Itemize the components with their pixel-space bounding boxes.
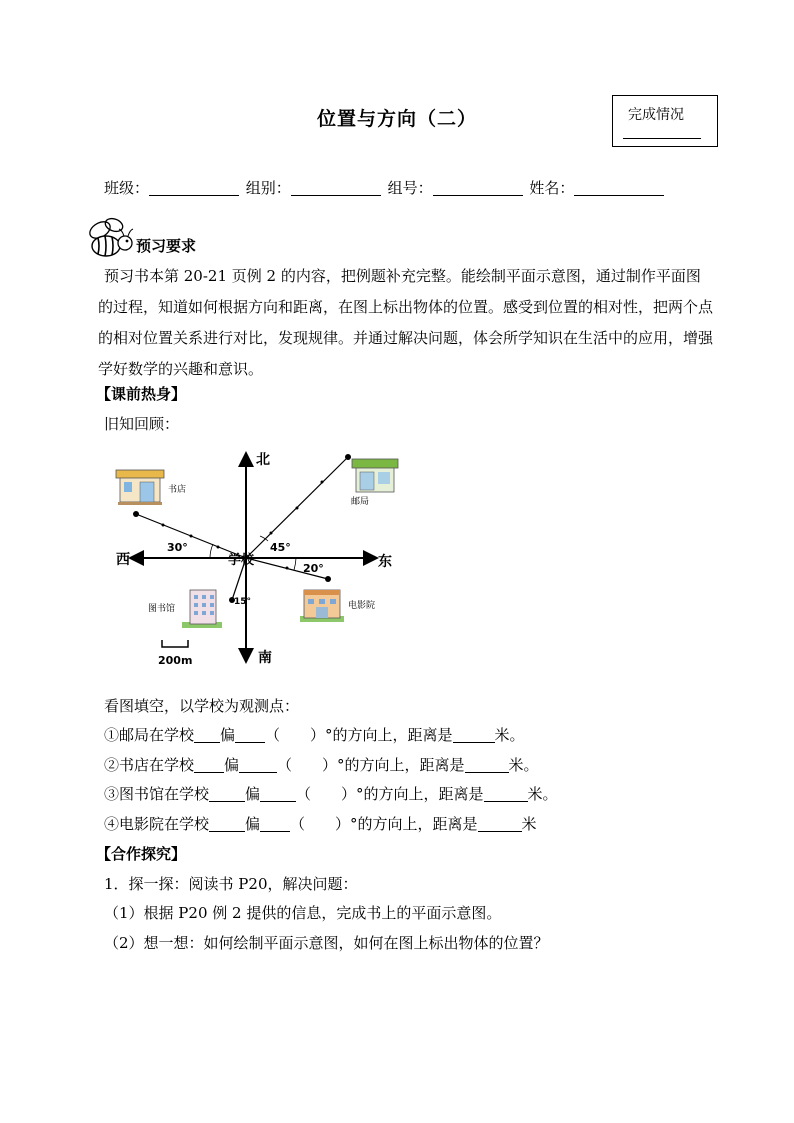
q4-blank-2[interactable] bbox=[260, 817, 290, 832]
q3-blank-3[interactable] bbox=[484, 787, 528, 802]
q1-blank-3[interactable] bbox=[453, 728, 495, 743]
q3-blank-2[interactable] bbox=[260, 787, 296, 802]
coop-heading: 【合作探究】 bbox=[96, 845, 187, 863]
completion-status-box bbox=[612, 95, 718, 147]
cinema-label: 电影院 bbox=[348, 601, 376, 611]
preview-line-1: 预习书本第 20-21 页例 2 的内容，把例题补充完整。能绘制平面示意图，通过制作平面图 bbox=[104, 267, 701, 285]
review-label: 旧知回顾： bbox=[104, 415, 180, 433]
completion-status-label: 完成情况 bbox=[628, 107, 684, 123]
direction-diagram bbox=[100, 440, 410, 675]
q2-blank-2[interactable] bbox=[239, 758, 277, 773]
q4-blank-1[interactable] bbox=[209, 817, 245, 832]
group-no-label: 组号： bbox=[387, 179, 433, 197]
bookstore-label: 书店 bbox=[168, 485, 187, 495]
preview-line-2: 的过程，知道如何根据方向和距离，在图上标出物体的位置。感受到位置的相对性，把两个点 bbox=[98, 298, 714, 316]
preview-line-4: 学好数学的兴趣和意识。 bbox=[98, 360, 264, 378]
bookstore-icon bbox=[116, 470, 164, 505]
preview-line-3: 的相对位置关系进行对比，发现规律。并通过解决问题，体会所学知识在生活中的应用，增强 bbox=[98, 329, 714, 347]
bookstore-dot bbox=[133, 511, 139, 517]
library-icon bbox=[182, 590, 222, 628]
q1-blank-2[interactable] bbox=[235, 728, 265, 743]
post-office-dot bbox=[345, 454, 351, 460]
page-title: 位置与方向（二） bbox=[316, 108, 477, 130]
question-3: ③图书馆在学校 偏 （ ）°的方向上，距离是 米。 bbox=[104, 785, 558, 803]
south-label: 南 bbox=[258, 650, 272, 666]
q3-blank-1[interactable] bbox=[209, 787, 245, 802]
cinema-dot bbox=[325, 576, 331, 582]
class-blank[interactable] bbox=[149, 181, 239, 196]
name-label: 姓名： bbox=[529, 179, 575, 197]
coop-sub-2: （2）想一想：如何绘制平面示意图，如何在图上标出物体的位置？ bbox=[104, 934, 549, 952]
q1-blank-1[interactable] bbox=[194, 728, 220, 743]
group-label: 组别： bbox=[245, 179, 291, 197]
group-blank[interactable] bbox=[291, 181, 381, 196]
class-label: 班级： bbox=[104, 179, 150, 197]
north-label: 北 bbox=[256, 452, 270, 468]
warmup-heading: 【课前热身】 bbox=[96, 385, 187, 403]
west-label: 西 bbox=[116, 552, 130, 568]
coop-item-1: 1．探一探：阅读书 P20，解决问题： bbox=[104, 875, 358, 893]
question-1: ①邮局在学校 偏 （ ）°的方向上，距离是 米。 bbox=[104, 726, 525, 744]
angle-west-label: 30° bbox=[167, 541, 188, 554]
fill-intro: 看图填空，以学校为观测点： bbox=[104, 697, 300, 715]
q2-blank-1[interactable] bbox=[194, 758, 224, 773]
question-4: ④电影院在学校 偏 （ ）°的方向上，距离是 米 bbox=[104, 815, 537, 833]
library-label: 图书馆 bbox=[148, 604, 176, 614]
angle-se-label: 20° bbox=[303, 562, 324, 575]
name-blank[interactable] bbox=[574, 181, 664, 196]
east-label: 东 bbox=[378, 554, 392, 570]
q4-blank-3[interactable] bbox=[478, 817, 522, 832]
cinema-icon bbox=[300, 590, 344, 622]
q2-blank-3[interactable] bbox=[465, 758, 509, 773]
post-office-icon bbox=[352, 459, 398, 492]
question-2: ②书店在学校 偏 （ ）°的方向上，距离是 米。 bbox=[104, 756, 539, 774]
completion-status-blank[interactable] bbox=[623, 138, 701, 139]
post-office-label: 邮局 bbox=[351, 497, 370, 507]
school-label: 学校 bbox=[228, 553, 255, 568]
group-no-blank[interactable] bbox=[433, 181, 523, 196]
angle-s-label: 15° bbox=[234, 597, 252, 607]
scale-bar bbox=[162, 640, 188, 647]
preview-heading: 预习要求 bbox=[136, 237, 197, 255]
preview-text bbox=[98, 261, 720, 385]
scale-label: 200m bbox=[158, 654, 193, 667]
bee-icon bbox=[86, 216, 134, 262]
angle-ne-label: 45° bbox=[270, 541, 291, 554]
student-info-row bbox=[104, 177, 666, 198]
coop-sub-1: （1）根据 P20 例 2 提供的信息，完成书上的平面示意图。 bbox=[104, 904, 502, 922]
